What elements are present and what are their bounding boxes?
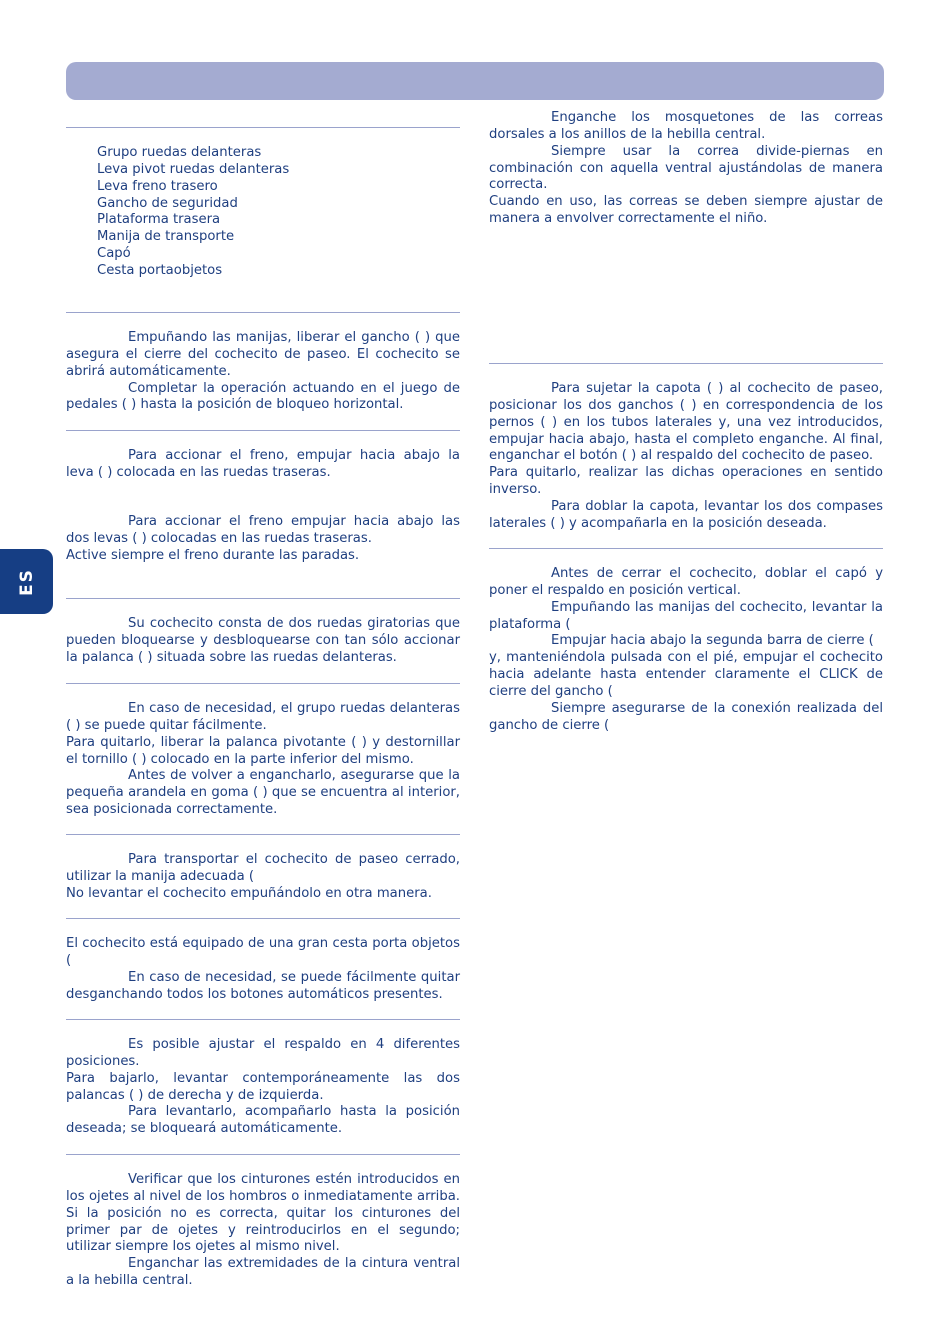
section-opening: [66, 312, 460, 414]
paragraph: Completar la operación actuando en el juego de pedales ( ) hasta la posición de bloqueo horizontal.: [66, 380, 460, 413]
section-divider: [66, 127, 460, 128]
list-item: Capó: [97, 246, 131, 262]
section-divider: [489, 363, 883, 364]
paragraph: El cochecito está equipado de una gran cesta porta objetos (: [66, 936, 460, 968]
paragraph: Siempre asegurarse de la conexión realizada del gancho de cierre (: [489, 700, 883, 733]
section-divider: [66, 1154, 460, 1155]
paragraph: Verificar que los cinturones estén introducidos en los ojetes al nivel de los hombros o inmediatamente arriba. Si la posición no es correcta, quitar los cinturones del primer par de ojetes y reintroducirlos en el segundo; utilizar siempre los ojetes al mismo nivel.: [66, 1172, 460, 1255]
list-item: Grupo ruedas delanteras: [97, 145, 262, 160]
section-divider: [66, 1019, 460, 1020]
section-divider: [489, 548, 883, 549]
section-basket: [66, 918, 460, 1003]
list-item: Leva freno trasero: [97, 178, 218, 194]
paragraph: Enganchar las extremidades de la cintura ventral a la hebilla central.: [66, 1256, 460, 1289]
paragraph: Para bajarlo, levantar contemporáneamente las dos palancas ( ) de derecha y de izquierda.: [66, 1070, 460, 1103]
section-divider: [66, 312, 460, 313]
section-front-wheels: [66, 683, 460, 819]
paragraph: Antes de volver a engancharlo, asegurarse que la pequeña arandela en goma ( ) que se encuentra al interior, sea posicionada correctamente.: [66, 768, 460, 818]
section-divider: [66, 598, 460, 599]
paragraph: No levantar el cochecito empuñándolo en otra manera.: [66, 885, 432, 901]
section-brake-single: [66, 430, 460, 482]
paragraph: En caso de necesidad, el grupo ruedas delanteras ( ) se puede quitar fácilmente.: [66, 701, 460, 733]
list-item: Manija de transporte: [97, 229, 235, 245]
section-brake-double: [66, 514, 460, 565]
section-divider: [66, 430, 460, 431]
paragraph: Para quitarlo, realizar las dichas operaciones en sentido inverso.: [489, 465, 883, 498]
paragraph: Enganche los mosquetones de las correas dorsales a los anillos de la hebilla central.: [489, 110, 883, 142]
section-closing: [489, 548, 883, 734]
language-tab-label: ES: [16, 567, 37, 596]
section-divider: [66, 683, 460, 684]
paragraph: Su cochecito consta de dos ruedas giratorias que pueden bloquearse y desbloquearse con tan sólo accionar la palanca ( ) situada sobre las ruedas delanteras.: [66, 616, 460, 665]
language-tab: [0, 549, 53, 614]
paragraph: Para quitarlo, liberar la palanca pivotante ( ) y destornillar el tornillo ( ) colocado en la parte inferior del mismo.: [66, 734, 460, 767]
paragraph: Cuando en uso, las correas se deben siempre ajustar de manera a envolver correctamente el niño.: [489, 194, 883, 227]
parts-list: [66, 145, 460, 280]
section-hood: [489, 363, 883, 533]
paragraph: Empuñando las manijas del cochecito, levantar la plataforma (: [489, 599, 883, 632]
paragraph: Para transportar el cochecito de paseo cerrado, utilizar la manija adecuada (: [66, 852, 460, 884]
list-item: Gancho de seguridad: [97, 195, 238, 211]
paragraph: Es posible ajustar el respaldo en 4 diferentes posiciones.: [66, 1037, 460, 1069]
header-band: [66, 62, 884, 100]
paragraph: Active siempre el freno durante las paradas.: [66, 547, 360, 563]
paragraph: Para accionar el freno empujar hacia abajo las dos levas ( ) colocadas en las ruedas traseras.: [66, 514, 460, 546]
list-item: Plataforma trasera: [97, 212, 221, 228]
section-swivel-wheels: [66, 598, 460, 667]
paragraph: Para sujetar la capota ( ) al cochecito de paseo, posicionar los dos ganchos ( ) en correspondencia de los pernos ( ) en los tubos laterales y, una vez introducidos, empujar hacia abajo, hasta el completo enganche. Al final, enganchar el botón ( ) al respaldo del cochecito de paseo.: [489, 381, 883, 464]
paragraph: Empuñando las manijas, liberar el gancho ( ) que asegura el cierre del cochecito de paseo. El cochecito se abrirá automáticamente.: [66, 330, 460, 379]
section-parts-list: [66, 127, 460, 280]
section-harness: [489, 110, 883, 228]
paragraph: Siempre usar la correa divide-piernas en combinación con aquella ventral ajustándolas de manera correcta.: [489, 143, 883, 193]
list-item: Cesta portaobjetos: [97, 262, 223, 278]
paragraph: Para levantarlo, acompañarlo hasta la posición deseada; se bloqueará automáticamente.: [66, 1104, 460, 1137]
section-backrest: [66, 1019, 460, 1138]
section-divider: [66, 918, 460, 919]
paragraph: Antes de cerrar el cochecito, doblar el capó y poner el respaldo en posición vertical.: [489, 566, 883, 598]
paragraph: Para accionar el freno, empujar hacia abajo la leva ( ) colocada en las ruedas traseras.: [66, 448, 460, 480]
paragraph: Empujar hacia abajo la segunda barra de cierre (: [551, 633, 874, 649]
section-divider: [66, 834, 460, 835]
section-transport: [66, 834, 460, 903]
list-item: Leva pivot ruedas delanteras: [97, 161, 290, 177]
paragraph: En caso de necesidad, se puede fácilmente quitar desganchando todos los botones automáticos presentes.: [66, 969, 460, 1002]
section-belts: [66, 1154, 460, 1290]
paragraph: Para doblar la capota, levantar los dos compases laterales ( ) y acompañarla en la posición deseada.: [489, 498, 883, 531]
paragraph: y, manteniéndola pulsada con el pié, empujar el cochecito hacia adelante hasta entender claramente el CLICK de cierre del gancho (: [489, 650, 883, 699]
